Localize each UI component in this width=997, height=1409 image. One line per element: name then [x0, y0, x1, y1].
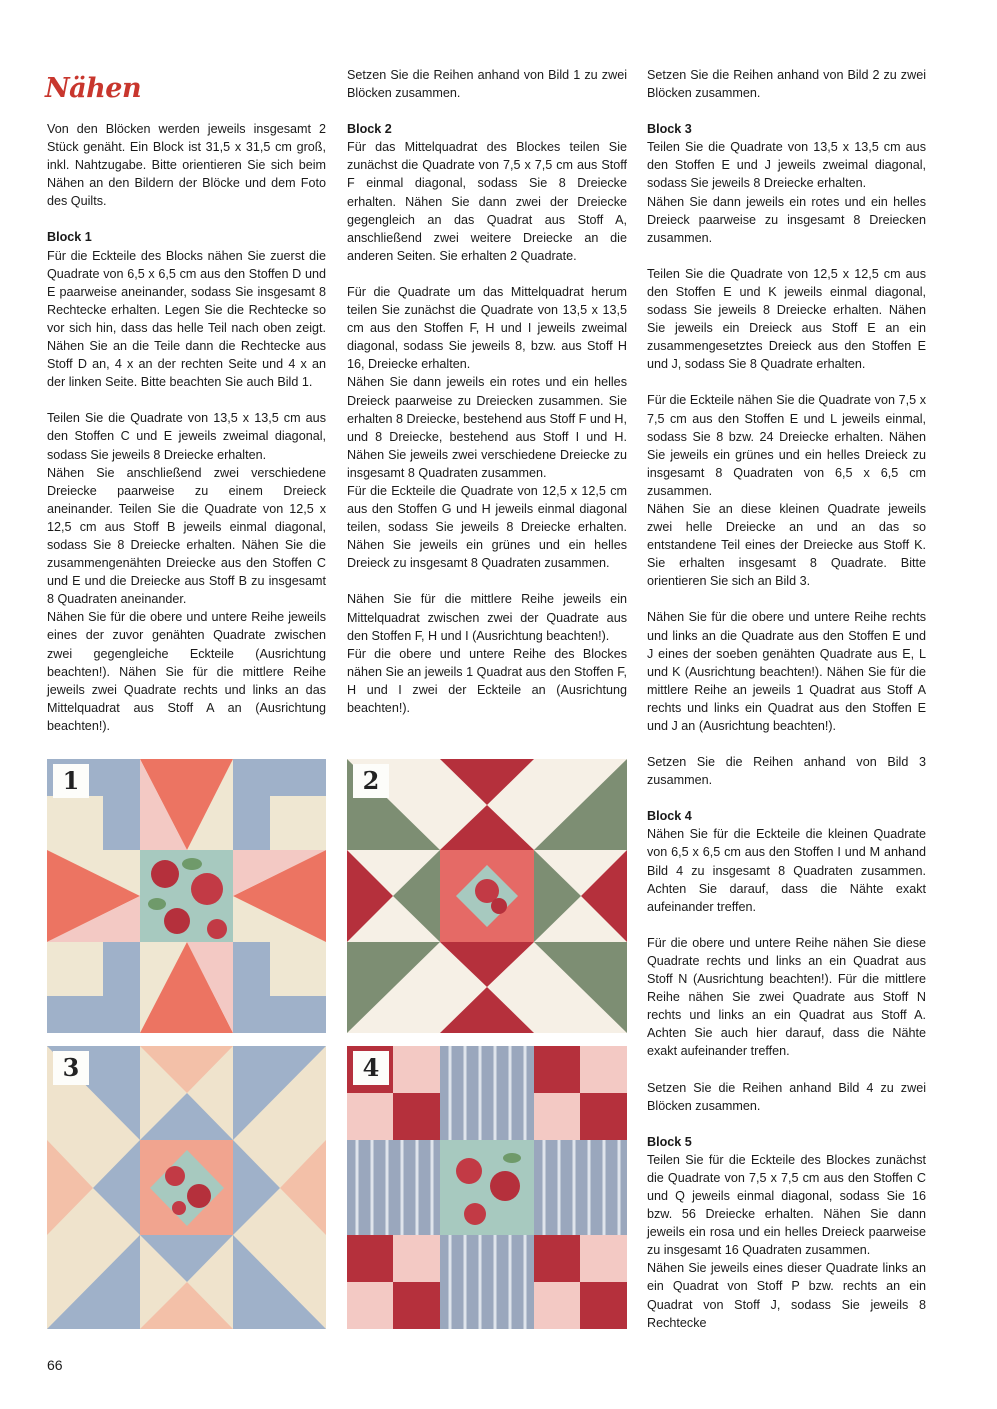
section-heading: Block 4: [647, 809, 692, 824]
text-column-2: [347, 66, 627, 735]
paragraph: [347, 590, 627, 717]
paragraph-text: Setzen Sie die Reihen anhand Bild 4 zu zwei Blöcken zusammen.: [647, 1080, 926, 1113]
paragraph-text: Für das Mittelquadrat des Blockes teilen Sie zunächst die Quadrate von 7,5 x 7,5 cm aus Stoff F einmal diagonal, sodass Sie 8 Dreiecke erhalten. Nähen Sie dann zwei der Dreiecke gegengleich an das Quadrat aus Stoff A, anschließend zwei weitere Dreiecke an die anderen Seiten. Sie erhalten 2 Quadrate.: [347, 140, 627, 263]
quilt-block-3-photo: [47, 1046, 326, 1329]
text-column-3: [647, 66, 926, 1350]
section-heading: Block 2: [347, 122, 392, 137]
page-number: 66: [47, 1357, 63, 1373]
paragraph: [347, 66, 627, 102]
paragraph: [647, 120, 926, 247]
paragraph-text: Nähen Sie für die obere und untere Reihe rechts und links an die Quadrate aus den Stoffen E und J eines der soeben genähten Quadrate aus E, L und K (Ausrichtung beachten!). Nähen Sie für die mittlere Reihe an jeweils 1 Quadrat aus Stoff A rechts und links ein Quadrat aus den Stoffen E und J an (Ausrichtung beachten!).: [647, 610, 926, 733]
paragraph: [347, 120, 627, 265]
quilt-block-2-image: [347, 759, 627, 1033]
paragraph-text: Für die Eckteile nähen Sie die Quadrate von 7,5 x 7,5 cm aus den Stoffen E und L jeweils einmal, sodass Sie 8 bzw. 24 Dreiecke erhalten. Nähen Sie jeweils ein grünes und ein helles Dreieck zu insgesamt 8 Quadraten von 6,5 x 6,5 cm zusammen. Nähen Sie an diese kleinen Quadrate jeweils zwei helle Dreiecke an und an das so entstandene Teil eines der Dreiecke aus Stoff K. Sie erhalten insgesamt 8 Quadrate. Bitte orientieren Sie sich an Bild 3.: [647, 393, 926, 589]
section-heading: Block 5: [647, 1134, 692, 1149]
paragraph: [647, 1133, 926, 1332]
paragraph: [347, 283, 627, 573]
paragraph: [647, 608, 926, 735]
paragraph-text: Nähen Sie für die Eckteile die kleinen Quadrate von 6,5 x 6,5 cm aus den Stoffen I und M anhand Bild 4 zu insgesamt 8 Quadraten zusammen. Achten Sie darauf, dass die Nähte exakt aufeinander treffen.: [647, 827, 926, 914]
section-heading: Block 3: [647, 122, 692, 137]
paragraph-text: Teilen Sie die Quadrate von 13,5 x 13,5 cm aus den Stoffen E und J jeweils zweimal diagonal, sodass Sie jeweils 8 Dreiecke erhalten. Nähen Sie dann jeweils ein rotes und ein helles Dreieck paarweise zu insgesamt 8 Dreiecken zusammen.: [647, 140, 926, 245]
quilt-block-4-image: [347, 1046, 627, 1329]
paragraph: [647, 807, 926, 916]
paragraph: [647, 1079, 926, 1115]
paragraph: [647, 934, 926, 1061]
paragraph-text: Für die Eckteile des Blocks nähen Sie zuerst die Quadrate von 6,5 x 6,5 cm aus den Stoffen D und E paarweise aneinander, sodass Sie insgesamt 8 Rechtecke erhalten. Legen Sie die Rechtecke so vor sich hin, dass das helle Teil nach oben zeigt. Nähen Sie an die Teile dann die Rechtecke aus Stoff D an, 4 x an der rechten Seite und 4 x an der linken Seite. Bitte beachten Sie auch Bild 1.: [47, 248, 326, 390]
paragraph-text: Setzen Sie die Reihen anhand von Bild 2 zu zwei Blöcken zusammen.: [647, 68, 926, 101]
paragraph: [647, 66, 926, 102]
paragraph: [47, 228, 326, 391]
paragraph-text: Für die Quadrate um das Mittelquadrat herum teilen Sie zunächst die Quadrate von 13,5 x 13,5 cm aus den Stoffen F, H und I jeweils zweimal diagonal, sodass Sie jeweils 8, bzw. aus Stoff H 16, Dreiecke erhalten. Nähen Sie dann jeweils ein rotes und ein helles Dreieck paarweise zu Dreiecken zusammen. Sie erhalten 8 Dreiecke, bestehend aus Stoff F und H, und 8 Dreiecke, bestehend aus Stoff I und H. Nähen Sie jeweils zwei verschiedene Dreiecke zu insgesamt 8 Quadraten zusammen. Für die Eckteile die Quadrate von 12,5 x 12,5 cm aus den Stoffen G und H jeweils einmal diagonal teilen, sodass Sie jeweils 8 Dreiecke erhalten. Nähen Sie jeweils ein grünes und ein helles Dreieck zu insgesamt 8 Quadraten zusammen.: [347, 284, 627, 571]
paragraph-text: Teilen Sie die Quadrate von 13,5 x 13,5 cm aus den Stoffen C und E jeweils zweimal diagonal, sodass Sie jeweils 8 Dreiecke erhalten. Nähen Sie anschließend zwei verschiedene Dreiecke paarweise zu einem Dreieck aneinander. Teilen Sie die Quadrate von 12,5 x 12,5 cm aus Stoff B jeweils einmal diagonal, sodass Sie 8 Dreiecke erhalten. Nähen Sie die zusammengenähten Dreiecke aus den Stoffen C und E und die Dreiecke aus Stoff B zu insgesamt 8 Quadraten aneinander. Nähen Sie für die obere und untere Reihe jeweils eines der zuvor genähten Quadrate zwischen zwei gegengleiche Eckteile (Ausrichtung beachten!). Nähen Sie für die mittlere Reihe jeweils zwei Quadrate rechts und links an das Mittelquadrat aus Stoff A an (Ausrichtung beachten!).: [47, 411, 326, 733]
quilt-block-1-photo: [47, 759, 326, 1033]
paragraph: [47, 120, 326, 210]
paragraph-text: Setzen Sie die Reihen anhand von Bild 1 zu zwei Blöcken zusammen.: [347, 68, 627, 101]
paragraph-text: Von den Blöcken werden jeweils insgesamt 2 Stück genäht. Ein Block ist 31,5 x 31,5 cm groß, inkl. Nahtzugabe. Bitte orientieren Sie sich beim Nähen an den Bildern der Blöcke und dem Foto des Quilts.: [47, 122, 326, 209]
quilt-block-1-image: [47, 759, 326, 1033]
paragraph: [647, 265, 926, 374]
paragraph-text: Nähen Sie für die mittlere Reihe jeweils ein Mittelquadrat zwischen zwei der Quadrate aus den Stoffen F, H und I (Ausrichtung beachten!). Für die obere und untere Reihe des Blockes nähen Sie an jeweils 1 Quadrat aus den Stoffen F, H und I zwei der Eckteile an (Ausrichtung beachten!).: [347, 592, 627, 715]
quilt-block-4-photo: [347, 1046, 627, 1329]
paragraph: [47, 409, 326, 735]
photo-label: 2: [353, 764, 389, 798]
photo-label: 1: [53, 764, 89, 798]
paragraph-text: Für die obere und untere Reihe nähen Sie diese Quadrate rechts und links an ein Quadrat aus Stoff N (Ausrichtung beachten!). Für die mittlere Reihe nähen Sie zwei Quadrate aus Stoff N rechts und links an ein Quadrat aus Stoff A. Achten Sie auch hier darauf, dass die Nähte exakt aufeinander treffen.: [647, 935, 926, 1059]
photo-label: 3: [53, 1051, 89, 1085]
photo-label: 4: [353, 1051, 389, 1085]
quilt-block-3-image: [47, 1046, 326, 1329]
paragraph: [647, 753, 926, 789]
paragraph: [647, 391, 926, 590]
quilt-block-2-photo: [347, 759, 627, 1033]
paragraph-text: Teilen Sie für die Eckteile des Blockes zunächst die Quadrate von 7,5 x 7,5 cm aus den Stoffen C und Q jeweils einmal diagonal, sodass Sie 16 bzw. 56 Dreiecke erhalten. Nähen Sie dann jeweils ein rosa und ein helles Dreieck paarweise zu insgesamt 16 Quadraten zusammen. Nähen Sie jeweils eines dieser Quadrate links an ein Quadrat von Stoff P bzw. rechts an ein Quadrat von Stoff J, sodass Sie jeweils 8 Rechtecke: [647, 1152, 926, 1330]
paragraph-text: Teilen Sie die Quadrate von 12,5 x 12,5 cm aus den Stoffen E und K jeweils einmal diagonal, sodass Sie jeweils 8 Dreiecke erhalten. Nähen Sie jeweils ein Dreieck aus Stoff E an ein zusammengesetztes Dreieck aus den Stoffen E und J, sodass Sie 8 Quadrate erhalten.: [647, 266, 926, 372]
page-title: Nähen: [45, 73, 142, 104]
section-heading: Block 1: [47, 230, 92, 245]
paragraph-text: Setzen Sie die Reihen anhand von Bild 3 zusammen.: [647, 755, 926, 788]
text-column-1: [47, 120, 326, 753]
